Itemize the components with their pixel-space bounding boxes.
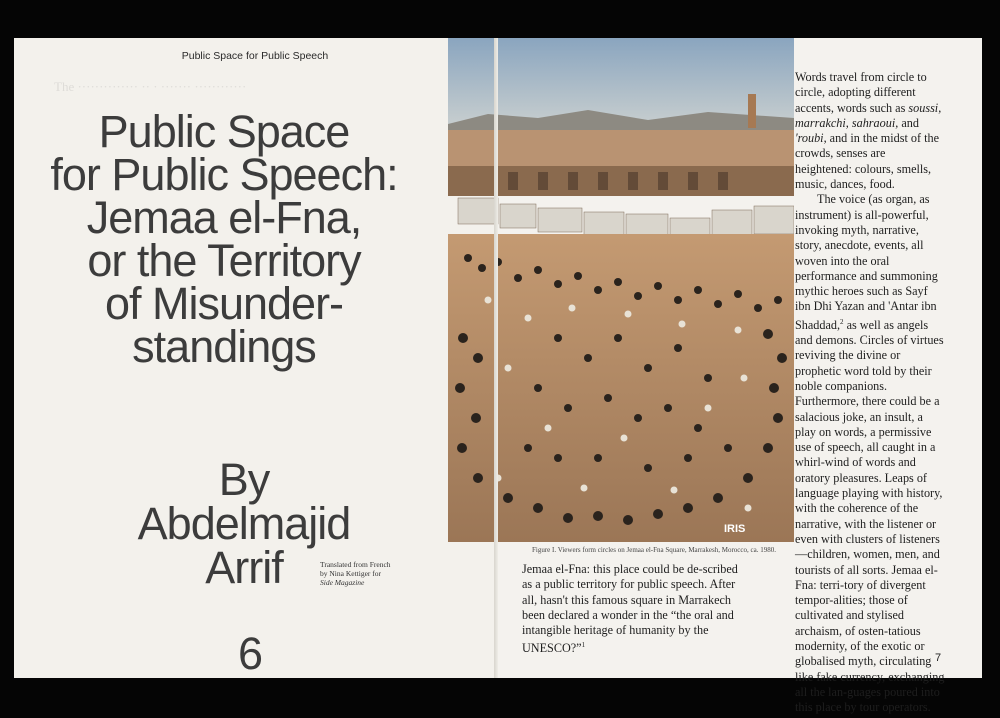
text-run: Jemaa el-Fna: this place could be de-scribed as a public territory for public speech. After all, hasn't this famous square in Marrakech been declared a wonder in the “the oral and intangible heritage of humanity by the UNESCO?” [522, 562, 738, 656]
paragraph [522, 562, 744, 657]
paragraph [795, 70, 945, 192]
paragraph [795, 192, 945, 715]
title-line: for Public Speech: [50, 149, 398, 200]
page-number-right: 7 [935, 652, 942, 664]
footnote-marker: 2 [840, 317, 844, 326]
byline-line: By [218, 454, 270, 505]
translation-note [320, 560, 430, 587]
italic-run: soussi, marrakchi, sahraoui, [795, 100, 942, 130]
body-column-bottom-left [522, 562, 744, 657]
text-run: Words travel from circle to circle, adopting different accents, words such as [795, 70, 927, 115]
title-line: of Misunder- [104, 278, 344, 329]
translation-line: Translated from French [320, 560, 391, 569]
translation-line: by Nina Kettiger for [320, 569, 382, 578]
text-run: The voice (as organ, as instrument) is all-powerful, invoking myth, narrative, story, anecdote, events, all woven into the oral performance and summoning mythic heroes such as Sayf ibn Dhi Yazan and 'Antar ibn Shaddad, [795, 192, 938, 332]
text-run: as well as angels and demons. Circles of virtues reviving the divine or prophetic word told by their noble companions. Furthermore, there could be a salacious joke, an insult, a play on words, a permissive use of speech, all caught in a whirl-wind of words and oratory pleasures. Leaps of language playing with history, with the coherence of the narrative, with the listener or even with clusters of listeners—children, women, men, and tourists of all sorts. Jemaa el-Fna: terri-tory of divergent tempor-alities; those of cultivated and stylised archaism, of osten-tatious modernity, of the exotic or globalised myth, circulating like fake currency, exchanging all the lan-guages poured into this place by tour operators. [795, 317, 945, 715]
title-line: Jemaa el-Fna, [86, 192, 362, 243]
publication-name: Side Magazine [320, 578, 365, 587]
left-page [14, 38, 496, 678]
running-header: Public Space for Public Speech [181, 50, 329, 62]
bleed-through-text: The ·············· ·· · ······· ············ [54, 79, 247, 94]
text-run: and in the midst of the crowds, senses are heightened: colours, smells, music, dances, food. [795, 131, 940, 192]
gutter [494, 38, 498, 678]
photo-watermark: IRIS [724, 523, 746, 535]
text-run: and [898, 115, 919, 130]
body-column-right [795, 70, 945, 716]
title-line: or the Territory [87, 235, 361, 286]
article-title [44, 106, 404, 372]
photo-caption: Figure I. Viewers form circles on Jemaa el-Fna Square, Marrakesh, Morocco, ca. 1980. [532, 546, 776, 554]
byline-line: Abdelmajid [137, 498, 351, 549]
market-square-photo [448, 38, 794, 542]
italic-run: 'roubi, [795, 131, 827, 146]
footnote-marker: 1 [581, 641, 586, 650]
title-line: Public Space [98, 106, 350, 157]
byline-line: Arrif [205, 542, 283, 593]
title-line: standings [132, 321, 316, 372]
page-number-left: 6 [238, 628, 264, 678]
